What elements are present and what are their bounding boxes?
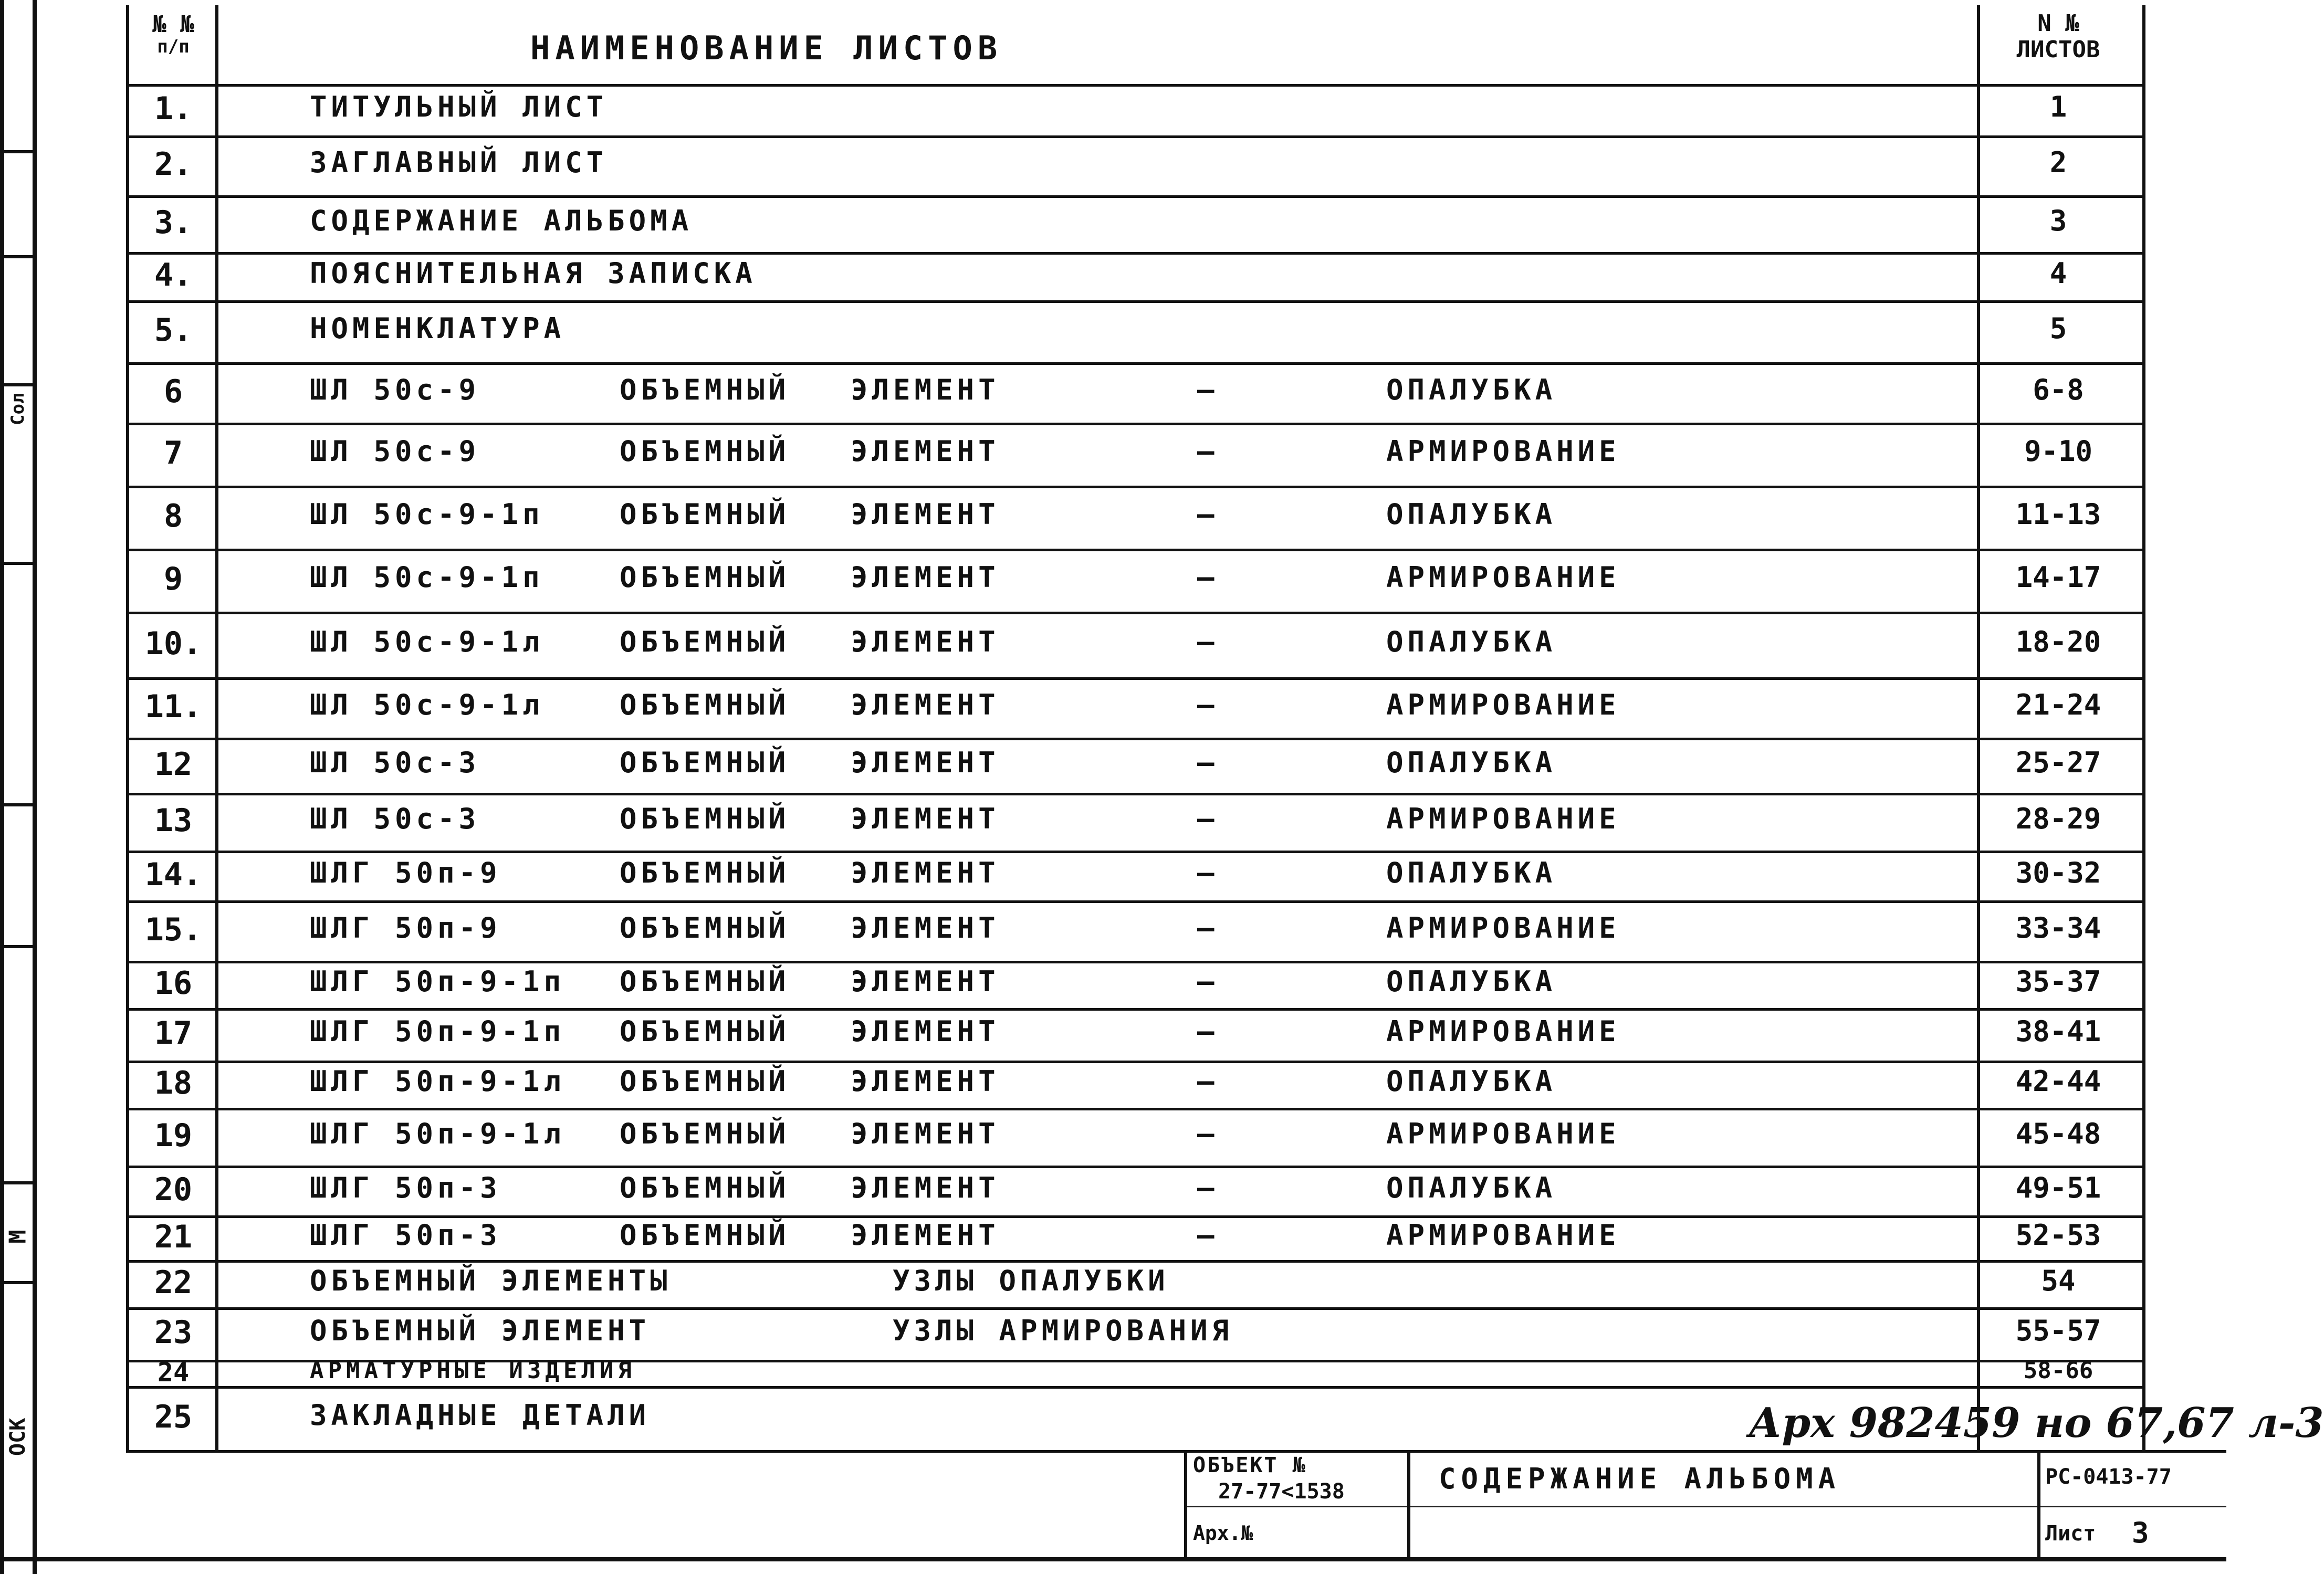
sheet-range: 14-17	[2015, 561, 2101, 594]
side-strip-divider	[0, 1181, 37, 1184]
drawing-type: АРМИРОВАНИЕ	[1386, 561, 1620, 594]
sheet-mark: ШЛ 50с-3	[310, 746, 480, 779]
element-name: ОБЪЕМНЫЙ	[620, 802, 790, 836]
header-sheets: N № ЛИСТОВ	[2016, 10, 2100, 63]
element-name-2: ЭЛЕМЕНТ	[851, 435, 1000, 468]
row-number: 6	[163, 373, 183, 410]
frame-bottom	[0, 1557, 2226, 1561]
dash-separator: —	[1197, 498, 1215, 531]
title-block-border	[2037, 1450, 2040, 1560]
sheet-range: 5	[2049, 312, 2067, 345]
sheet-range: 11-13	[2015, 498, 2101, 531]
row-divider	[126, 961, 2145, 963]
dash-separator: —	[1197, 911, 1215, 945]
sheet-mark: ОБЪЕМНЫЙ ЭЛЕМЕНТЫ	[310, 1264, 672, 1298]
element-name-2: ЭЛЕМЕНТ	[851, 746, 1000, 779]
drawing-type: ОПАЛУБКА	[1386, 1065, 1557, 1098]
side-strip-divider	[0, 803, 37, 806]
sheet-mark: ШЛ 50с-9	[310, 373, 480, 406]
row-number: 4.	[154, 257, 193, 294]
element-name: ОБЪЕМНЫЙ	[620, 746, 790, 779]
sheet-mark: ШЛ 50с-9-1л	[310, 688, 544, 721]
dash-separator: —	[1197, 802, 1215, 836]
row-number: 3.	[154, 204, 193, 242]
row-divider	[126, 1108, 2145, 1110]
drawing-type: АРМИРОВАНИЕ	[1386, 435, 1620, 468]
sheet-range: 28-29	[2015, 802, 2101, 836]
sheet-mark: ШЛГ 50п-9-1п	[310, 1015, 566, 1048]
sheet-mark: ШЛГ 50п-9-1п	[310, 965, 566, 999]
row-divider	[126, 612, 2145, 614]
row-divider	[126, 1166, 2145, 1168]
dash-separator: —	[1197, 435, 1215, 468]
sheet-mark: ШЛГ 50п-3	[310, 1218, 501, 1252]
archive-annotation: Арх 982459 но 67,67 л-3	[1749, 1399, 2324, 1447]
drawing-type: ОПАЛУБКА	[1386, 625, 1557, 658]
row-number: 25	[154, 1399, 193, 1436]
element-name: ОБЪЕМНЫЙ	[620, 625, 790, 658]
element-name: ОБЪЕМНЫЙ	[620, 1015, 790, 1048]
sheet-range: 25-27	[2015, 746, 2101, 779]
element-name-2: ЭЛЕМЕНТ	[851, 1218, 1000, 1252]
sheet-range: 49-51	[2015, 1171, 2101, 1204]
row-number: 20	[154, 1171, 193, 1208]
table-border-right	[2142, 5, 2145, 1450]
sheet-mark: АРМАТУРНЫЕ ИЗДЕЛИЯ	[310, 1357, 636, 1384]
row-divider	[126, 793, 2145, 795]
element-name: ОБЪЕМНЫЙ	[620, 1117, 790, 1151]
side-strip-divider	[0, 150, 37, 153]
sheet-range: 55-57	[2015, 1314, 2101, 1348]
row-divider	[126, 900, 2145, 903]
header-num: № № п/п	[152, 11, 194, 57]
sheet-mark: ШЛГ 50п-9	[310, 911, 501, 945]
row-divider	[126, 1215, 2145, 1218]
side-label-mid: М	[4, 1230, 32, 1244]
row-number: 16	[154, 965, 193, 1002]
title-block-border	[1407, 1450, 1410, 1560]
row-number: 8	[163, 498, 183, 535]
sheet-range: 35-37	[2015, 965, 2101, 999]
sheet-range: 42-44	[2015, 1065, 2101, 1098]
element-name-2: ЭЛЕМЕНТ	[851, 856, 1000, 889]
sheet-range: 6-8	[2033, 373, 2084, 406]
row-divider	[126, 135, 2145, 138]
row-number: 22	[154, 1264, 193, 1302]
element-name: УЗЛЫ ОПАЛУБКИ	[893, 1264, 1169, 1298]
element-name-2: ЭЛЕМЕНТ	[851, 625, 1000, 658]
row-number: 2.	[154, 146, 193, 183]
drawing-type: АРМИРОВАНИЕ	[1386, 688, 1620, 721]
object-value: 27-77<1538	[1218, 1479, 1345, 1504]
sheet-range: 45-48	[2015, 1117, 2101, 1151]
row-number: 23	[154, 1314, 193, 1351]
row-divider	[126, 677, 2145, 680]
row-divider	[126, 738, 2145, 740]
row-number: 9	[163, 561, 183, 598]
row-number: 14.	[144, 856, 202, 893]
row-number: 15.	[144, 911, 202, 948]
sheet-label: Лист	[2045, 1521, 2096, 1546]
dash-separator: —	[1197, 625, 1215, 658]
title-block-divider	[1184, 1506, 2226, 1507]
row-divider	[126, 549, 2145, 551]
row-number: 12	[154, 746, 193, 783]
sheet-mark: СОДЕРЖАНИЕ АЛЬБОМА	[310, 204, 693, 238]
element-name-2: ЭЛЕМЕНТ	[851, 498, 1000, 531]
element-name: ОБЪЕМНЫЙ	[620, 856, 790, 889]
drawing-type: АРМИРОВАНИЕ	[1386, 1015, 1620, 1048]
drawing-type: ОПАЛУБКА	[1386, 856, 1557, 889]
element-name-2: ЭЛЕМЕНТ	[851, 965, 1000, 999]
sheet-mark: НОМЕНКЛАТУРА	[310, 312, 566, 345]
dash-separator: —	[1197, 1218, 1215, 1252]
sheet-mark: ШЛ 50с-9-1п	[310, 561, 544, 594]
sheet-range: 52-53	[2015, 1218, 2101, 1252]
element-name: ОБЪЕМНЫЙ	[620, 435, 790, 468]
sheet-mark: ШЛГ 50п-9	[310, 856, 501, 889]
sheet-mark: ЗАКЛАДНЫЕ ДЕТАЛИ	[310, 1399, 651, 1432]
dash-separator: —	[1197, 1015, 1215, 1048]
side-strip-divider	[0, 945, 37, 948]
sheet-mark: ТИТУЛЬНЫЙ ЛИСТ	[310, 90, 608, 124]
dash-separator: —	[1197, 1117, 1215, 1151]
sheet-mark: ШЛГ 50п-9-1л	[310, 1117, 566, 1151]
dash-separator: —	[1197, 688, 1215, 721]
row-number: 11.	[144, 688, 202, 725]
row-number: 21	[154, 1218, 193, 1255]
element-name-2: ЭЛЕМЕНТ	[851, 1015, 1000, 1048]
sheet-range: 9-10	[2024, 435, 2093, 468]
drawing-type: ОПАЛУБКА	[1386, 498, 1557, 531]
element-name-2: ЭЛЕМЕНТ	[851, 688, 1000, 721]
sheet-mark: ШЛГ 50п-9-1л	[310, 1065, 566, 1098]
dash-separator: —	[1197, 746, 1215, 779]
element-name: ОБЪЕМНЫЙ	[620, 373, 790, 406]
row-number: 5.	[154, 312, 193, 349]
side-strip-divider	[0, 383, 37, 386]
document-code: РС-0413-77	[2045, 1465, 2172, 1489]
frame-left-outer	[0, 0, 4, 1574]
element-name-2: ЭЛЕМЕНТ	[851, 911, 1000, 945]
side-strip-divider	[0, 562, 37, 565]
row-divider	[126, 1386, 2145, 1389]
element-name: ОБЪЕМНЫЙ	[620, 1065, 790, 1098]
element-name: ОБЪЕМНЫЙ	[620, 561, 790, 594]
sheet-mark: ШЛ 50с-3	[310, 802, 480, 836]
element-name-2: ЭЛЕМЕНТ	[851, 1171, 1000, 1204]
element-name-2: ЭЛЕМЕНТ	[851, 802, 1000, 836]
sheet-range: 3	[2049, 204, 2067, 238]
sheet-mark: ШЛ 50с-9-1л	[310, 625, 544, 658]
row-number: 18	[154, 1065, 193, 1102]
element-name: ОБЪЕМНЫЙ	[620, 498, 790, 531]
sheet-range: 30-32	[2015, 856, 2101, 889]
table-column-divider	[215, 5, 218, 1450]
object-label: ОБЪЕКТ №	[1193, 1453, 1307, 1477]
dash-separator: —	[1197, 373, 1215, 406]
sheet-mark: ШЛГ 50п-3	[310, 1171, 501, 1204]
row-divider	[126, 851, 2145, 853]
header-name: НАИМЕНОВАНИЕ ЛИСТОВ	[530, 29, 1003, 67]
row-number: 10.	[144, 625, 202, 662]
sheet-mark: ОБЪЕМНЫЙ ЭЛЕМЕНТ	[310, 1314, 651, 1348]
sheet-range: 4	[2049, 257, 2067, 290]
row-divider	[126, 362, 2145, 365]
drawing-type: ОПАЛУБКА	[1386, 746, 1557, 779]
drawing-type: АРМИРОВАНИЕ	[1386, 1218, 1620, 1252]
row-divider	[126, 252, 2145, 255]
row-divider	[126, 195, 2145, 198]
element-name: ОБЪЕМНЫЙ	[620, 965, 790, 999]
row-divider	[126, 1061, 2145, 1063]
element-name-2: ЭЛЕМЕНТ	[851, 1065, 1000, 1098]
row-number: 17	[154, 1015, 193, 1052]
drawing-type: АРМИРОВАНИЕ	[1386, 911, 1620, 945]
sheet-range: 21-24	[2015, 688, 2101, 721]
sheet-mark: ШЛ 50с-9	[310, 435, 480, 468]
title-block-top	[1184, 1450, 2226, 1453]
row-divider	[126, 300, 2145, 303]
side-label-bottom: ОСК	[6, 1418, 30, 1456]
table-border-left	[126, 5, 129, 1450]
element-name: ОБЪЕМНЫЙ	[620, 688, 790, 721]
sheet-mark: ШЛ 50с-9-1п	[310, 498, 544, 531]
row-divider	[126, 1260, 2145, 1263]
row-divider	[126, 1307, 2145, 1310]
element-name: ОБЪЕМНЫЙ	[620, 1171, 790, 1204]
row-number: 19	[154, 1117, 193, 1155]
side-label-top: Сол	[7, 393, 28, 425]
row-number: 7	[163, 435, 183, 472]
sheet-range: 33-34	[2015, 911, 2101, 945]
row-divider	[126, 423, 2145, 425]
archive-number-label: Арх.№	[1193, 1521, 1253, 1545]
header-divider	[126, 84, 2145, 87]
drawing-type: ОПАЛУБКА	[1386, 1171, 1557, 1204]
side-strip-divider	[0, 1281, 37, 1284]
sheet-mark: ЗАГЛАВНЫЙ ЛИСТ	[310, 146, 608, 180]
drawing-type: АРМИРОВАНИЕ	[1386, 1117, 1620, 1151]
row-number: 24	[157, 1357, 190, 1388]
row-number: 1.	[154, 90, 193, 128]
element-name: УЗЛЫ АРМИРОВАНИЯ	[893, 1314, 1233, 1348]
sheet-range: 54	[2041, 1264, 2076, 1298]
sheet-range: 1	[2049, 90, 2067, 124]
element-name: ОБЪЕМНЫЙ	[620, 1218, 790, 1252]
sheet-range: 58-66	[2023, 1357, 2093, 1384]
element-name-2: ЭЛЕМЕНТ	[851, 561, 1000, 594]
sheet-number: 3	[2132, 1516, 2149, 1549]
drawing-type: ОПАЛУБКА	[1386, 373, 1557, 406]
dash-separator: —	[1197, 1065, 1215, 1098]
element-name-2: ЭЛЕМЕНТ	[851, 373, 1000, 406]
dash-separator: —	[1197, 965, 1215, 999]
drawing-type: АРМИРОВАНИЕ	[1386, 802, 1620, 836]
dash-separator: —	[1197, 1171, 1215, 1204]
side-strip-divider	[0, 255, 37, 258]
sheet-title: СОДЕРЖАНИЕ АЛЬБОМА	[1439, 1462, 1841, 1495]
dash-separator: —	[1197, 561, 1215, 594]
drawing-type: ОПАЛУБКА	[1386, 965, 1557, 999]
element-name: ОБЪЕМНЫЙ	[620, 911, 790, 945]
sheet-mark: ПОЯСНИТЕЛЬНАЯ ЗАПИСКА	[310, 257, 757, 290]
title-block-border	[1184, 1450, 1187, 1560]
row-divider	[126, 1008, 2145, 1011]
row-divider	[126, 486, 2145, 488]
sheet-range: 38-41	[2015, 1015, 2101, 1048]
frame-left-inner	[33, 0, 37, 1574]
sheet-range: 2	[2049, 146, 2067, 180]
dash-separator: —	[1197, 856, 1215, 889]
element-name-2: ЭЛЕМЕНТ	[851, 1117, 1000, 1151]
row-number: 13	[154, 802, 193, 840]
sheet-range: 18-20	[2015, 625, 2101, 658]
